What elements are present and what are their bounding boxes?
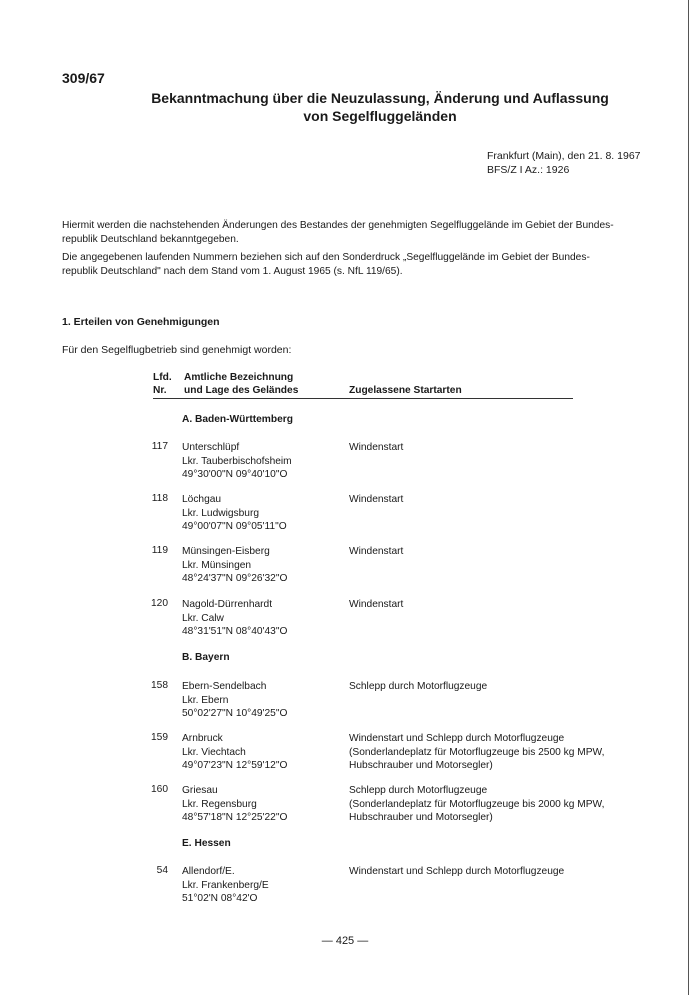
page-edge-line	[688, 0, 689, 995]
table-header-rule	[153, 398, 573, 399]
site-district: Lkr. Regensburg	[182, 798, 257, 810]
page-title-line-2: von Segelfluggeländen	[303, 108, 457, 124]
document-number: 309/67	[62, 70, 105, 86]
page-number: — 425 —	[321, 935, 369, 947]
region-heading: A. Baden-Württemberg	[182, 414, 293, 425]
entry-site	[182, 441, 292, 482]
region-heading: B. Bayern	[182, 652, 230, 663]
entry-number: 117	[151, 441, 168, 452]
entry-number: 160	[151, 784, 168, 795]
start-type-line: (Sonderlandeplatz für Motorflugzeuge bis 2500 kg MPW,	[349, 746, 605, 758]
site-name: Nagold-Dürrenhardt	[182, 599, 273, 610]
paragraph-2	[62, 251, 636, 279]
entry-number: 158	[151, 680, 168, 691]
start-type-line: Hubschrauber und Motorsegler)	[349, 812, 493, 823]
site-name: Unterschlüpf	[182, 442, 240, 453]
paragraph-1-line-1: Hiermit werden die nachstehenden Änderungen des Bestandes der genehmigten Segelfluggelände im Gebiet der Bundes-	[62, 220, 614, 231]
site-name: Griesau	[182, 785, 218, 796]
site-coordinates: 49°07'23"N 12°59'12"O	[182, 760, 288, 771]
site-coordinates: 50°02'27"N 10°49'25"O	[182, 708, 288, 719]
section-heading: 1. Erteilen von Genehmigungen	[62, 316, 220, 328]
start-type-line: Windenstart und Schlepp durch Motorflugzeuge	[349, 866, 565, 877]
entry-site	[182, 598, 287, 639]
date-line: Frankfurt (Main), den 21. 8. 1967	[487, 150, 641, 162]
entry-start-types	[349, 680, 649, 694]
page-title-line-1: Bekanntmachung über die Neuzulassung, Änderung und Auflassung	[151, 90, 609, 106]
site-coordinates: 49°30'00"N 09°40'10"O	[182, 469, 288, 480]
column-header-start-types: Zugelassene Startarten	[349, 385, 462, 396]
entry-number: 120	[151, 598, 168, 609]
entry-start-types	[349, 784, 649, 825]
site-name: Arnbruck	[182, 733, 223, 744]
entry-start-types	[349, 545, 649, 559]
start-type-line: (Sonderlandeplatz für Motorflugzeuge bis 2000 kg MPW,	[349, 798, 605, 810]
site-coordinates: 48°24'37"N 09°26'32"O	[182, 573, 288, 584]
site-name: Allendorf/E.	[182, 866, 235, 877]
start-type-line: Windenstart und Schlepp durch Motorflugzeuge	[349, 733, 565, 744]
site-coordinates: 49°00'07"N 09°05'11"O	[182, 521, 287, 532]
entry-number: 159	[151, 732, 168, 743]
entry-start-types	[349, 598, 649, 612]
entry-site	[182, 784, 287, 825]
start-type-line: Schlepp durch Motorflugzeuge	[349, 785, 488, 796]
entry-start-types	[349, 732, 649, 773]
paragraph-1	[62, 219, 636, 247]
intro-text: Für den Segelflugbetrieb sind genehmigt worden:	[62, 344, 292, 356]
entry-number: 54	[156, 865, 168, 876]
entry-start-types	[349, 493, 649, 507]
entry-site	[182, 865, 269, 906]
site-name: Löchgau	[182, 494, 222, 505]
entry-start-types	[349, 441, 649, 455]
site-coordinates: 51°02'N 08°42'O	[182, 893, 258, 904]
start-type-line: Windenstart	[349, 599, 404, 610]
reference-line: BFS/Z I Az.: 1926	[487, 164, 570, 176]
column-header-number	[153, 371, 172, 397]
column-header-number-line-1: Lfd.	[153, 372, 172, 383]
column-header-site-line-1: Amtliche Bezeichnung	[184, 372, 294, 383]
site-coordinates: 48°31'51"N 08°40'43"O	[182, 626, 288, 637]
site-coordinates: 48°57'18"N 12°25'22"O	[182, 812, 288, 823]
paragraph-1-line-2: republik Deutschland bekanntgegeben.	[62, 234, 239, 245]
site-district: Lkr. Viechtach	[182, 746, 246, 758]
site-district: Lkr. Münsingen	[182, 559, 252, 571]
entry-site	[182, 493, 287, 534]
region-heading: E. Hessen	[182, 838, 231, 849]
entry-number: 118	[151, 493, 168, 504]
site-district: Lkr. Tauberbischofsheim	[182, 455, 292, 467]
column-header-number-line-2: Nr.	[153, 385, 167, 396]
column-header-site	[184, 371, 298, 397]
site-district: Lkr. Frankenberg/E	[182, 879, 269, 891]
paragraph-2-line-2: republik Deutschland" nach dem Stand vom 1. August 1965 (s. NfL 119/65).	[62, 266, 403, 277]
entry-site	[182, 545, 287, 586]
entry-start-types	[349, 865, 649, 879]
entry-site	[182, 680, 287, 721]
site-district: Lkr. Calw	[182, 612, 224, 624]
start-type-line: Windenstart	[349, 546, 404, 557]
column-header-site-line-2: und Lage des Geländes	[184, 385, 299, 396]
site-district: Lkr. Ebern	[182, 694, 229, 706]
site-name: Münsingen-Eisberg	[182, 546, 270, 557]
start-type-line: Windenstart	[349, 494, 404, 505]
entry-site	[182, 732, 287, 773]
entry-number: 119	[151, 545, 168, 556]
site-district: Lkr. Ludwigsburg	[182, 507, 260, 519]
start-type-line: Windenstart	[349, 442, 404, 453]
start-type-line: Schlepp durch Motorflugzeuge	[349, 681, 488, 692]
paragraph-2-line-1: Die angegebenen laufenden Nummern beziehen sich auf den Sonderdruck „Segelfluggelände im Gebiet der Bundes-	[62, 252, 590, 263]
start-type-line: Hubschrauber und Motorsegler)	[349, 760, 493, 771]
site-name: Ebern-Sendelbach	[182, 681, 267, 692]
